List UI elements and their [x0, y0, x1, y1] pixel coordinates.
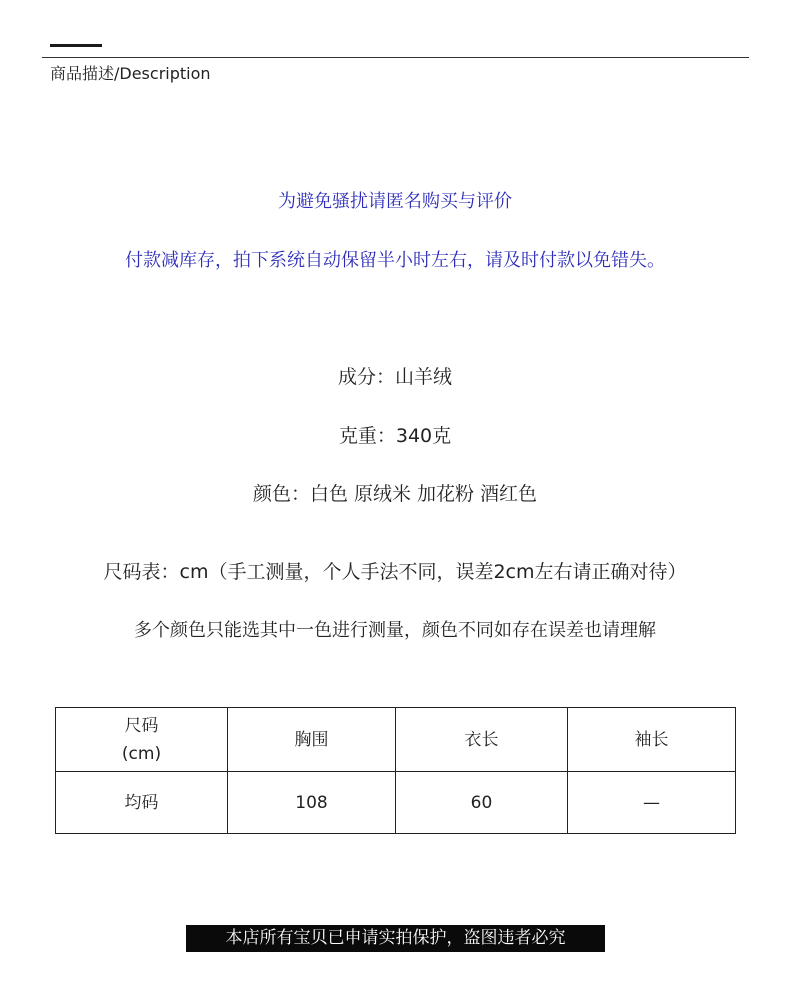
section-title: 商品描述/Description	[50, 64, 211, 83]
copyright-banner: 本店所有宝贝已申请实拍保护，盗图违者必究	[186, 925, 605, 952]
size-table	[55, 707, 736, 834]
cell-chest: 108	[228, 772, 396, 834]
color-measurement-note: 多个颜色只能选其中一色进行测量，颜色不同如存在误差也请理解	[134, 620, 656, 641]
composition-text: 成分：山羊绒	[337, 366, 452, 388]
table-row	[56, 772, 736, 834]
table-header-row	[56, 708, 736, 772]
header-size	[56, 708, 228, 772]
payment-notice: 付款减库存，拍下系统自动保留半小时左右，请及时付款以免错失。	[125, 250, 665, 271]
weight-text: 克重：340克	[338, 425, 452, 447]
cell-length: 60	[396, 772, 568, 834]
cell-sleeve: —	[568, 772, 736, 834]
anonymous-purchase-notice: 为避免骚扰请匿名购买与评价	[278, 191, 512, 212]
header-length: 衣长	[396, 708, 568, 772]
header-accent-rule	[50, 44, 102, 47]
header-chest: 胸围	[228, 708, 396, 772]
cell-size: 均码	[56, 772, 228, 834]
header-divider	[42, 57, 749, 58]
header-sleeve: 袖长	[568, 708, 736, 772]
header-size-label: 尺码	[124, 715, 159, 736]
header-size-unit: (cm)	[121, 743, 162, 764]
colors-text: 颜色：白色 原绒米 加花粉 酒红色	[252, 483, 538, 505]
size-chart-note: 尺码表：cm（手工测量，个人手法不同，误差2cm左右请正确对待）	[103, 561, 687, 583]
